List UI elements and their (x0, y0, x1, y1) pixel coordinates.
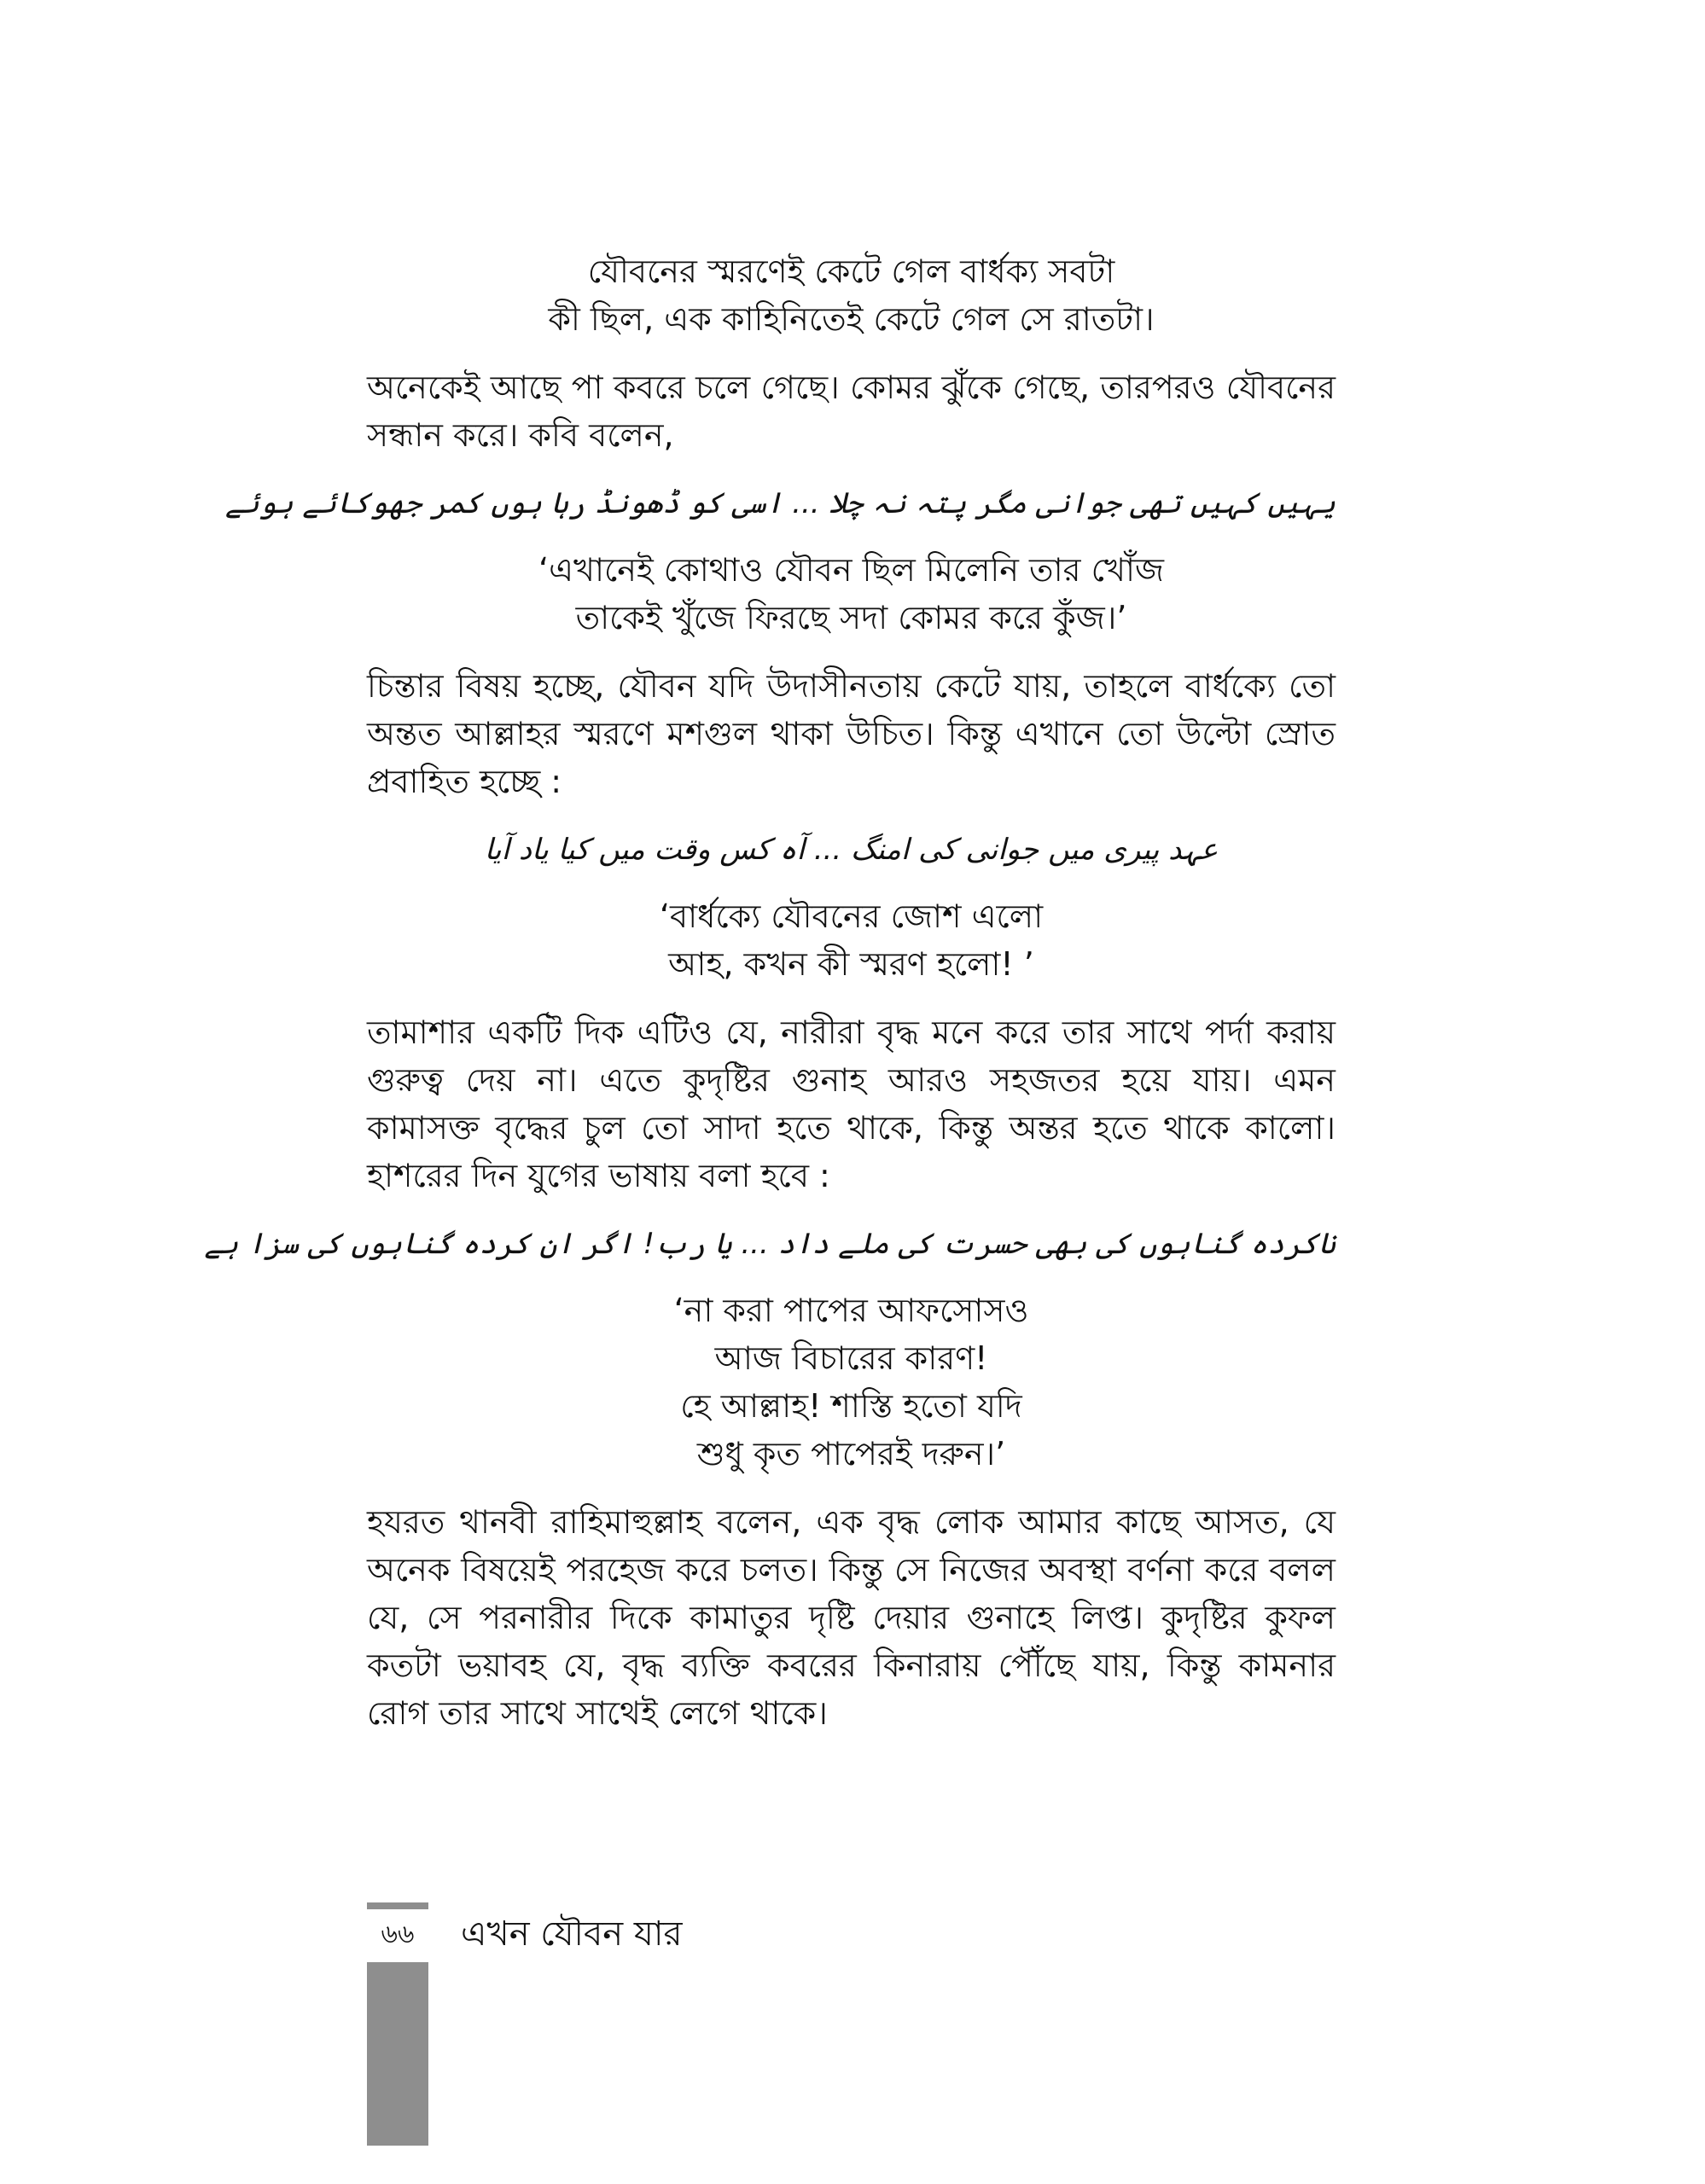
verse-block-3 (367, 892, 1335, 988)
paragraph-3: তামাশার একটি দিক এটিও যে, নারীরা বৃদ্ধ মনে করে তার সাথে পর্দা করায় গুরুত্ব দেয় না। এতে কুদৃষ্টির গুনাহ আরও সহজতর হয়ে যায়। এমন কামাসক্ত বৃদ্ধের চুল তো সাদা হতে থাকে, কিন্তু অন্তর হতে থাকে কালো। হাশরের দিন যুগের ভাষায় বলা হবে : (367, 1014, 1335, 1194)
paragraph-4: হযরত থানবী রাহিমাহুল্লাহ বলেন, এক বৃদ্ধ লোক আমার কাছে আসত, যে অনেক বিষয়েই পরহেজ করে চলত। কিন্তু সে নিজের অবস্থা বর্ণনা করে বলল যে, সে পরনারীর দিকে কামাতুর দৃষ্টি দেয়ার গুনাহে লিপ্ত। কুদৃষ্টির কুফল কতটা ভয়াবহ যে, বৃদ্ধ ব্যক্তি কবরের কিনারায় পৌঁছে যায়, কিন্তু কামনার রোগ তার সাথে সাথেই লেগে থাকে। (367, 1503, 1335, 1732)
page-content (204, 247, 1335, 1756)
decorative-gray-bar (367, 1962, 428, 2146)
verse-line: ‘না করা পাপের আফসোসও (673, 1292, 1029, 1329)
paragraph-2: চিন্তার বিষয় হচ্ছে, যৌবন যদি উদাসীনতায় কেটে যায়, তাহলে বার্ধক্যে তো অন্তত আল্লাহর স্মরণে মশগুল থাকা উচিত। কিন্তু এখানে তো উল্টো স্রোত প্রবাহিত হচ্ছে : (367, 667, 1335, 800)
urdu-couplet-2: عہد پیری میں جوانی کی امنگ ... آہ کس وقت میں کیا یاد آیا (484, 833, 1219, 867)
verse-block-2 (367, 546, 1335, 642)
urdu-couplet-1: یہیں کہیں تھی جوانی مگر پتہ نہ چلا ... اسی کو ڈھونڈ رہا ہوں کمر جھوکائے ہوئے (224, 486, 1335, 520)
verse-line: যৌবনের স্মরণেই কেটে গেল বার্ধক্য সবটা (587, 253, 1115, 290)
page-number: ৬৬ (381, 1920, 415, 1949)
paragraph-1: অনেকেই আছে পা কবরে চলে গেছে। কোমর ঝুঁকে গেছে, তারপরও যৌবনের সন্ধান করে। কবি বলেন, (367, 369, 1335, 454)
verse-line: তাকেই খুঁজে ফিরছে সদা কোমর করে কুঁজ।’ (575, 599, 1127, 636)
verse-block-4 (367, 1287, 1335, 1478)
verse-line: শুধু কৃত পাপেরই দরুন।’ (696, 1435, 1006, 1472)
verse-line: ‘বার্ধক্যে যৌবনের জোশ এলো (659, 897, 1044, 935)
verse-line: হে আল্লাহ! শাস্তি হতো যদি (680, 1387, 1022, 1425)
running-title: এখন যৌবন যার (461, 1914, 683, 1954)
verse-block-1 (367, 247, 1335, 343)
page-number-tab (367, 1902, 428, 1962)
urdu-couplet-3: ناکردہ گناہوں کی بھی حسرت کی ملے داد ... یا رب! اگر ان کردہ گناہوں کی سزا ہے (204, 1227, 1335, 1261)
page-footer (367, 1902, 1135, 1962)
verse-line: ‘এখানেই কোথাও যৌবন ছিল মিলেনি তার খোঁজ (538, 551, 1164, 589)
verse-line: কী ছিল, এক কাহিনিতেই কেটে গেল সে রাতটা। (548, 300, 1155, 338)
verse-line: আজ বিচারের কারণ! (714, 1339, 988, 1377)
verse-line: আহ, কখন কী স্মরণ হলো! ’ (668, 945, 1034, 983)
